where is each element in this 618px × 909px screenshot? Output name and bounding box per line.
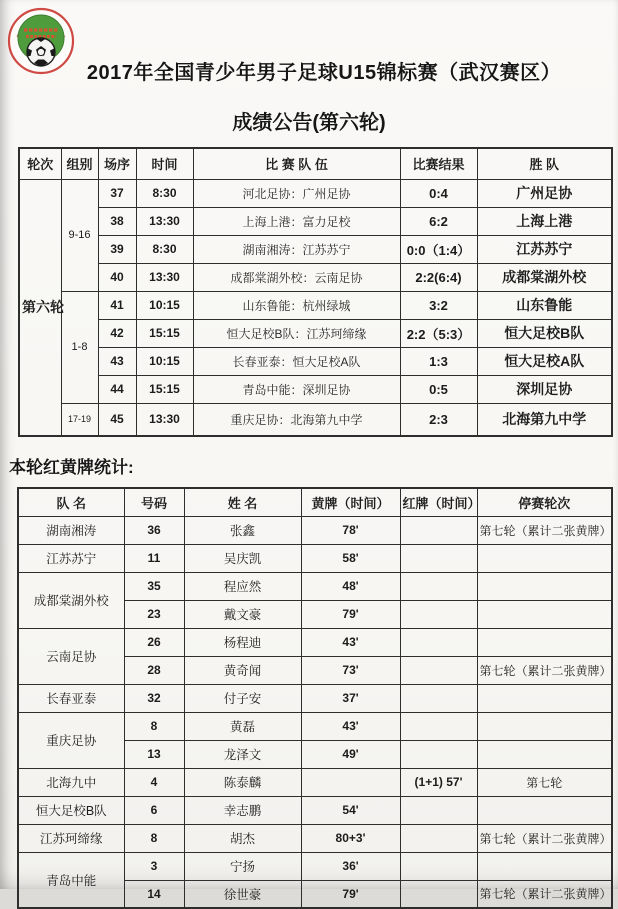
player-number-cell: 6 bbox=[124, 796, 184, 824]
match-teams-cell: 成都棠湖外校：云南足协 bbox=[193, 263, 400, 291]
player-number-cell: 4 bbox=[124, 768, 184, 796]
player-number-cell: 14 bbox=[124, 880, 184, 908]
player-name-cell: 徐世豪 bbox=[184, 880, 301, 908]
yellow-card-time-cell: 37' bbox=[301, 684, 400, 712]
card-row bbox=[18, 768, 612, 796]
team-name-cell: 云南足协 bbox=[18, 628, 124, 684]
match-result-cell: 2:3 bbox=[400, 403, 477, 436]
results-header-row bbox=[19, 148, 612, 179]
match-result-cell: 1:3 bbox=[400, 347, 477, 375]
match-time-cell: 15:15 bbox=[136, 375, 193, 403]
card-row bbox=[18, 628, 612, 656]
player-number-cell: 28 bbox=[124, 656, 184, 684]
match-row bbox=[19, 319, 612, 347]
match-row bbox=[19, 235, 612, 263]
player-number-cell: 23 bbox=[124, 600, 184, 628]
card-row bbox=[18, 824, 612, 852]
match-result-cell: 0:5 bbox=[400, 375, 477, 403]
column-header: 组别 bbox=[61, 148, 98, 179]
player-number-cell: 11 bbox=[124, 544, 184, 572]
winner-team-cell: 山东鲁能 bbox=[477, 291, 612, 319]
match-number-cell: 38 bbox=[98, 207, 136, 235]
yellow-card-time-cell: 58' bbox=[301, 544, 400, 572]
red-card-time-cell bbox=[400, 684, 477, 712]
match-number-cell: 44 bbox=[98, 375, 136, 403]
suspension-round-cell bbox=[477, 712, 612, 740]
page-title: 2017年全国青少年男子足球U15锦标赛（武汉赛区） bbox=[86, 62, 562, 84]
results-table-body bbox=[19, 179, 612, 436]
yellow-card-time-cell: 79' bbox=[301, 880, 400, 908]
match-results-table bbox=[18, 147, 613, 437]
match-time-cell: 10:15 bbox=[136, 291, 193, 319]
cards-statistics-table bbox=[17, 487, 613, 909]
match-number-cell: 43 bbox=[98, 347, 136, 375]
cards-header-row bbox=[18, 488, 612, 516]
match-result-cell: 3:2 bbox=[400, 291, 477, 319]
yellow-card-time-cell bbox=[301, 768, 400, 796]
red-card-time-cell bbox=[400, 880, 477, 908]
red-card-time-cell: (1+1) 57' bbox=[400, 768, 477, 796]
match-time-cell: 13:30 bbox=[136, 263, 193, 291]
winner-team-cell: 江苏苏宁 bbox=[477, 235, 612, 263]
suspension-round-cell bbox=[477, 628, 612, 656]
card-row bbox=[18, 516, 612, 544]
suspension-round-cell bbox=[477, 796, 612, 824]
suspension-round-cell: 第七轮 bbox=[477, 768, 612, 796]
match-time-cell: 8:30 bbox=[136, 179, 193, 207]
match-result-cell: 0:0（1:4） bbox=[400, 235, 477, 263]
match-teams-cell: 山东鲁能：杭州绿城 bbox=[193, 291, 400, 319]
player-name-cell: 黄奇闻 bbox=[184, 656, 301, 684]
column-header: 队 名 bbox=[18, 488, 124, 516]
team-name-cell: 江苏珂缔缘 bbox=[18, 824, 124, 852]
red-card-time-cell bbox=[400, 516, 477, 544]
player-name-cell: 陈泰麟 bbox=[184, 768, 301, 796]
column-header: 时间 bbox=[136, 148, 193, 179]
red-card-time-cell bbox=[400, 656, 477, 684]
card-row bbox=[18, 544, 612, 572]
column-header: 比赛结果 bbox=[400, 148, 477, 179]
column-header: 号码 bbox=[124, 488, 184, 516]
winner-team-cell: 恒大足校A队 bbox=[477, 347, 612, 375]
team-name-cell: 长春亚泰 bbox=[18, 684, 124, 712]
match-time-cell: 8:30 bbox=[136, 235, 193, 263]
match-number-cell: 39 bbox=[98, 235, 136, 263]
red-card-time-cell bbox=[400, 544, 477, 572]
match-row bbox=[19, 207, 612, 235]
player-name-cell: 张鑫 bbox=[184, 516, 301, 544]
group-label-cell: 17-19 bbox=[61, 403, 98, 436]
match-row bbox=[19, 291, 612, 319]
player-name-cell: 宁扬 bbox=[184, 852, 301, 880]
player-number-cell: 32 bbox=[124, 684, 184, 712]
match-row bbox=[19, 403, 612, 436]
player-name-cell: 黄磊 bbox=[184, 712, 301, 740]
suspension-round-cell: 第七轮（累计二张黄牌） bbox=[477, 880, 612, 908]
column-header: 停赛轮次 bbox=[477, 488, 612, 516]
player-name-cell: 胡杰 bbox=[184, 824, 301, 852]
yellow-card-time-cell: 54' bbox=[301, 796, 400, 824]
winner-team-cell: 上海上港 bbox=[477, 207, 612, 235]
column-header: 黄牌（时间） bbox=[301, 488, 400, 516]
team-name-cell: 重庆足协 bbox=[18, 712, 124, 768]
team-name-cell: 青岛中能 bbox=[18, 852, 124, 908]
team-name-cell: 江苏苏宁 bbox=[18, 544, 124, 572]
match-time-cell: 10:15 bbox=[136, 347, 193, 375]
page-subtitle: 成绩公告(第六轮) bbox=[232, 112, 386, 134]
yellow-card-time-cell: 43' bbox=[301, 712, 400, 740]
suspension-round-cell bbox=[477, 852, 612, 880]
match-row bbox=[19, 347, 612, 375]
cards-section-title: 本轮红黄牌统计: bbox=[9, 458, 134, 477]
winner-team-cell: 北海第九中学 bbox=[477, 403, 612, 436]
team-name-cell: 恒大足校B队 bbox=[18, 796, 124, 824]
yellow-card-time-cell: 80+3' bbox=[301, 824, 400, 852]
player-name-cell: 付子安 bbox=[184, 684, 301, 712]
red-card-time-cell bbox=[400, 740, 477, 768]
red-card-time-cell bbox=[400, 572, 477, 600]
match-result-cell: 6:2 bbox=[400, 207, 477, 235]
match-number-cell: 45 bbox=[98, 403, 136, 436]
match-number-cell: 37 bbox=[98, 179, 136, 207]
column-header: 红牌（时间） bbox=[400, 488, 477, 516]
player-number-cell: 26 bbox=[124, 628, 184, 656]
red-card-time-cell bbox=[400, 852, 477, 880]
match-result-cell: 2:2(6:4) bbox=[400, 263, 477, 291]
match-number-cell: 40 bbox=[98, 263, 136, 291]
suspension-round-cell: 第七轮（累计二张黄牌） bbox=[477, 656, 612, 684]
team-name-cell: 北海九中 bbox=[18, 768, 124, 796]
player-number-cell: 36 bbox=[124, 516, 184, 544]
column-header: 场序 bbox=[98, 148, 136, 179]
yellow-card-time-cell: 73' bbox=[301, 656, 400, 684]
results-table-header bbox=[19, 148, 612, 179]
winner-team-cell: 深圳足协 bbox=[477, 375, 612, 403]
match-result-cell: 2:2（5:3） bbox=[400, 319, 477, 347]
cards-table-body bbox=[18, 516, 612, 908]
card-row bbox=[18, 796, 612, 824]
team-name-cell: 成都棠湖外校 bbox=[18, 572, 124, 628]
player-name-cell: 戴文豪 bbox=[184, 600, 301, 628]
cards-table-header bbox=[18, 488, 612, 516]
team-name-cell: 湖南湘涛 bbox=[18, 516, 124, 544]
round-label-cell: 第六轮 bbox=[19, 179, 61, 436]
yellow-card-time-cell: 36' bbox=[301, 852, 400, 880]
group-label-cell: 1-8 bbox=[61, 291, 98, 403]
match-teams-cell: 青岛中能：深圳足协 bbox=[193, 375, 400, 403]
card-row bbox=[18, 852, 612, 880]
yellow-card-time-cell: 49' bbox=[301, 740, 400, 768]
match-teams-cell: 河北足协：广州足协 bbox=[193, 179, 400, 207]
yellow-card-time-cell: 78' bbox=[301, 516, 400, 544]
column-header: 比 赛 队 伍 bbox=[193, 148, 400, 179]
winner-team-cell: 成都棠湖外校 bbox=[477, 263, 612, 291]
card-row bbox=[18, 684, 612, 712]
suspension-round-cell bbox=[477, 544, 612, 572]
column-header: 胜 队 bbox=[477, 148, 612, 179]
player-number-cell: 3 bbox=[124, 852, 184, 880]
red-card-time-cell bbox=[400, 600, 477, 628]
column-header: 姓 名 bbox=[184, 488, 301, 516]
player-number-cell: 13 bbox=[124, 740, 184, 768]
player-number-cell: 8 bbox=[124, 712, 184, 740]
red-card-time-cell bbox=[400, 712, 477, 740]
player-name-cell: 幸志鹏 bbox=[184, 796, 301, 824]
card-row bbox=[18, 712, 612, 740]
match-row bbox=[19, 375, 612, 403]
red-card-time-cell bbox=[400, 628, 477, 656]
card-row bbox=[18, 572, 612, 600]
match-teams-cell: 恒大足校B队：江苏珂缔缘 bbox=[193, 319, 400, 347]
suspension-round-cell bbox=[477, 740, 612, 768]
match-time-cell: 13:30 bbox=[136, 207, 193, 235]
column-header: 轮次 bbox=[19, 148, 61, 179]
match-teams-cell: 重庆足协：北海第九中学 bbox=[193, 403, 400, 436]
winner-team-cell: 恒大足校B队 bbox=[477, 319, 612, 347]
player-name-cell: 龙泽文 bbox=[184, 740, 301, 768]
player-name-cell: 杨程迪 bbox=[184, 628, 301, 656]
player-name-cell: 吴庆凯 bbox=[184, 544, 301, 572]
match-teams-cell: 长春亚泰：恒大足校A队 bbox=[193, 347, 400, 375]
winner-team-cell: 广州足协 bbox=[477, 179, 612, 207]
group-label-cell: 9-16 bbox=[61, 179, 98, 291]
suspension-round-cell bbox=[477, 684, 612, 712]
suspension-round-cell: 第七轮（累计二张黄牌） bbox=[477, 824, 612, 852]
player-name-cell: 程应然 bbox=[184, 572, 301, 600]
match-teams-cell: 上海上港：富力足校 bbox=[193, 207, 400, 235]
red-card-time-cell bbox=[400, 796, 477, 824]
yellow-card-time-cell: 43' bbox=[301, 628, 400, 656]
match-time-cell: 15:15 bbox=[136, 319, 193, 347]
match-number-cell: 41 bbox=[98, 291, 136, 319]
match-row bbox=[19, 263, 612, 291]
match-teams-cell: 湖南湘涛：江苏苏宁 bbox=[193, 235, 400, 263]
player-number-cell: 8 bbox=[124, 824, 184, 852]
match-number-cell: 42 bbox=[98, 319, 136, 347]
match-result-cell: 0:4 bbox=[400, 179, 477, 207]
yellow-card-time-cell: 48' bbox=[301, 572, 400, 600]
yellow-card-time-cell: 79' bbox=[301, 600, 400, 628]
suspension-round-cell bbox=[477, 600, 612, 628]
player-number-cell: 35 bbox=[124, 572, 184, 600]
match-time-cell: 13:30 bbox=[136, 403, 193, 436]
suspension-round-cell bbox=[477, 572, 612, 600]
match-row bbox=[19, 179, 612, 207]
red-card-time-cell bbox=[400, 824, 477, 852]
suspension-round-cell: 第七轮（累计二张黄牌） bbox=[477, 516, 612, 544]
